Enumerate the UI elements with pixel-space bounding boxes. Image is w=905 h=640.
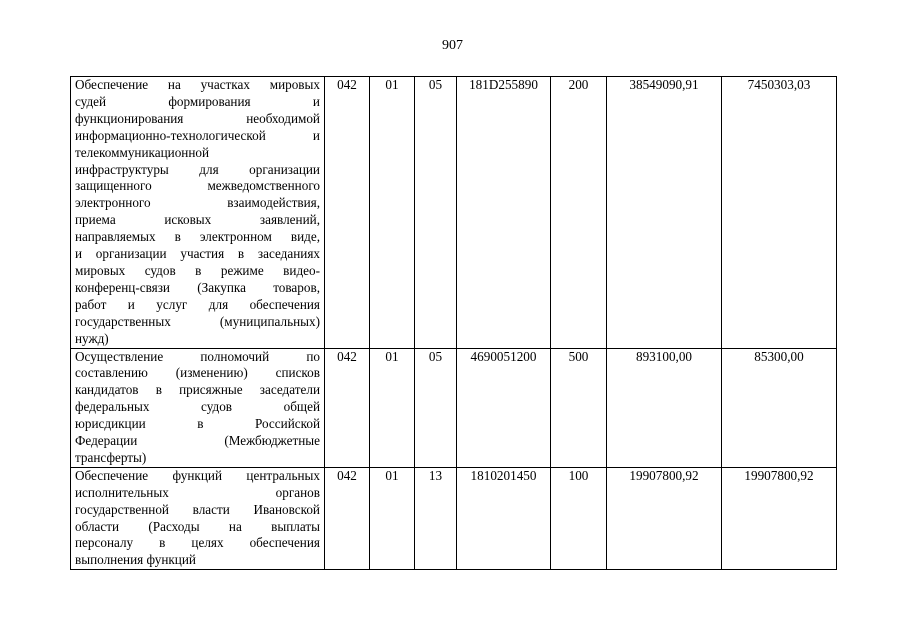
amount-year-2: 19907800,92 [722,467,837,569]
amount-year-2: 7450303,03 [722,77,837,349]
description-line: области (Расходы на выплаты [75,518,320,534]
amount-year-1: 19907800,92 [607,467,722,569]
description-line: конференц-связи (Закупка товаров, [75,279,320,295]
description-line: Федерации (Межбюджетные [75,433,320,449]
expense-type-code: 200 [551,77,607,349]
description-line: информационно-технологической и [75,127,320,143]
description-line: инфраструктуры для организации [75,161,320,177]
table-row [71,467,837,569]
description-line: телекоммуникационной [75,144,210,160]
expense-type-code: 500 [551,348,607,467]
amount-year-2: 85300,00 [722,348,837,467]
section-code: 01 [370,348,415,467]
department-code: 042 [325,348,370,467]
row-description [71,467,325,569]
description-line: составлению (изменению) списков [75,365,320,381]
budget-table [70,76,837,570]
description-line: судей формирования и [75,93,320,109]
description-line: мировых судов в режиме видео- [75,262,320,278]
subsection-code: 05 [415,348,457,467]
expense-type-code: 100 [551,467,607,569]
description-line: приема исковых заявлений, [75,212,320,228]
table-row [71,77,837,349]
description-line: нужд) [75,330,109,346]
description-line: Обеспечение функций центральных [75,467,320,483]
page-number: 907 [442,38,463,53]
description-line: защищенного межведомственного [75,178,320,194]
description-line: исполнительных органов [75,484,320,500]
subsection-code: 13 [415,467,457,569]
row-description [71,348,325,467]
description-line: и организации участия в заседаниях [75,246,320,262]
description-line: государственной власти Ивановской [75,501,320,517]
description-line: направляемых в электронном виде, [75,229,320,245]
target-item-code: 181D255890 [457,77,551,349]
description-line: федеральных судов общей [75,399,320,415]
description-line: Осуществление полномочий по [75,348,320,364]
row-description [71,77,325,349]
description-line: персоналу в целях обеспечения [75,535,320,551]
section-code: 01 [370,77,415,349]
description-line: кандидатов в присяжные заседатели [75,382,320,398]
target-item-code: 1810201450 [457,467,551,569]
description-line: работ и услуг для обеспечения [75,296,320,312]
subsection-code: 05 [415,77,457,349]
description-line: государственных (муниципальных) [75,313,320,329]
amount-year-1: 38549090,91 [607,77,722,349]
description-line: выполнения функций [75,552,196,568]
department-code: 042 [325,77,370,349]
description-line: трансферты) [75,449,147,465]
description-line: юрисдикции в Российской [75,416,320,432]
department-code: 042 [325,467,370,569]
section-code: 01 [370,467,415,569]
table-row [71,348,837,467]
target-item-code: 4690051200 [457,348,551,467]
amount-year-1: 893100,00 [607,348,722,467]
description-line: электронного взаимодействия, [75,195,320,211]
description-line: функционирования необходимой [75,110,320,126]
description-line: Обеспечение на участках мировых [75,77,320,92]
